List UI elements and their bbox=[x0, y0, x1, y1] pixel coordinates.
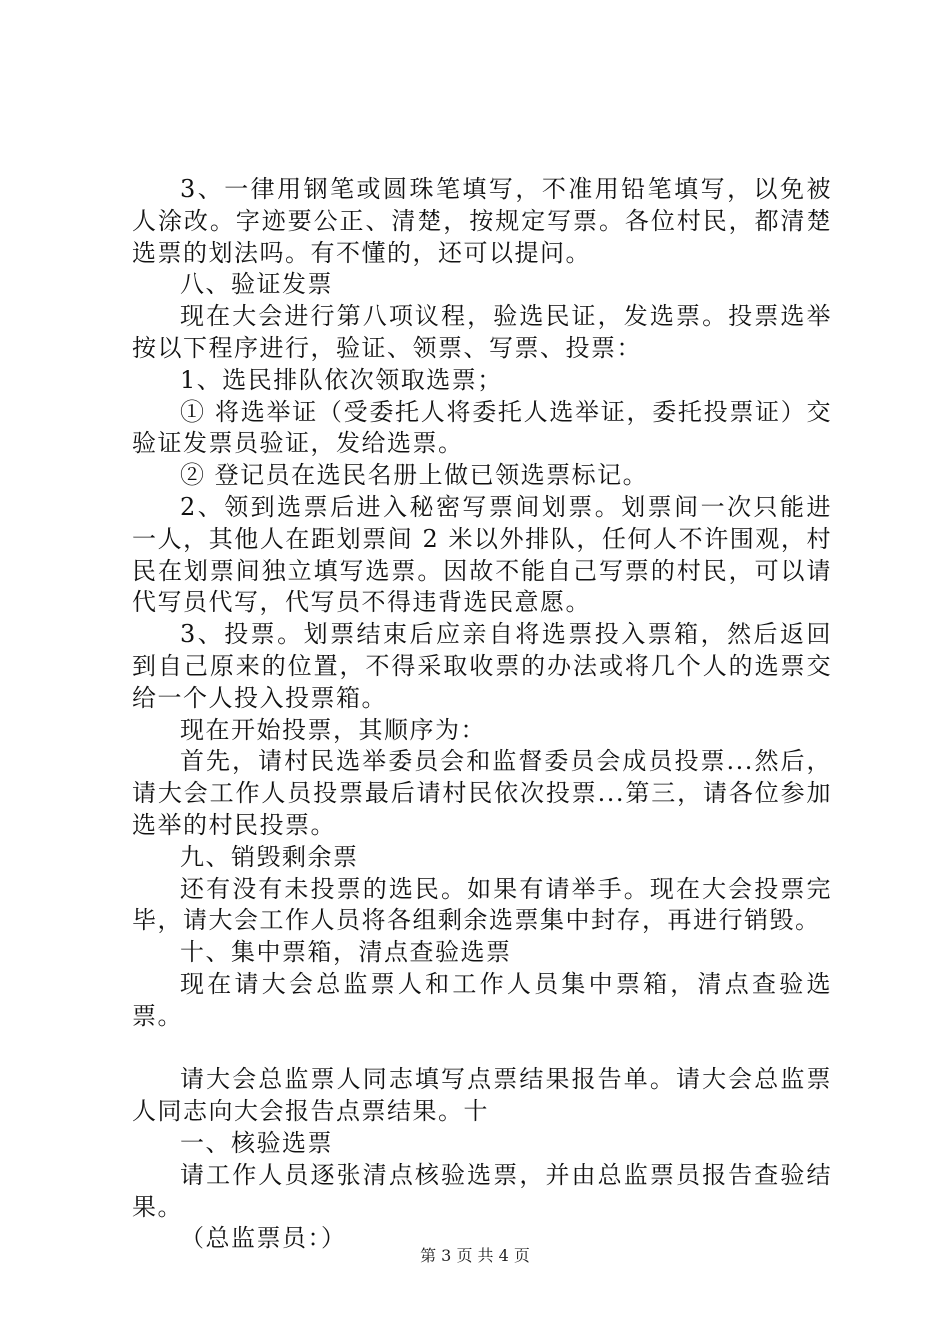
section-heading-8: 八、验证发票 bbox=[180, 270, 333, 299]
blank-line bbox=[132, 1033, 832, 1065]
paragraph-step-1-b: ② 登记员在选民名册上做已领选票标记。 bbox=[180, 461, 649, 490]
paragraph-remaining-ballots: 还有没有未投票的选民。如果有请举手。现在大会投票完毕，请大会工作人员将各组剩余选票集中封存，再进行销毁。 bbox=[132, 874, 832, 935]
paragraph-step-2: 2、领到选票后进入秘密写票间划票。划票间一次只能进一人，其他人在距划票间 2 米以外排队，任何人不许围观，村民在划票间独立填写选票。因故不能自己写票的村民，可以请代写员代写，代写员不得违背选民意愿。 bbox=[132, 492, 832, 617]
page-number-label: 第 3 页 共 4 页 bbox=[420, 1246, 530, 1265]
paragraph-chief-scrutineer: （总监票员：） bbox=[180, 1224, 347, 1253]
section-heading-9: 九、销毁剩余票 bbox=[180, 842, 359, 871]
paragraph-voting-order: 现在开始投票，其顺序为： bbox=[180, 715, 486, 744]
paragraph-voting-sequence: 首先，请村民选举委员会和监督委员会成员投票...然后，请大会工作人员投票最后请村民依次投票...第三，请各位参加选举的村民投票。 bbox=[132, 747, 832, 839]
paragraph-step-1-a: ① 将选举证（受委托人将委托人选举证，委托投票证）交验证发票员验证，发给选票。 bbox=[132, 397, 832, 458]
section-heading-11: 一、核验选票 bbox=[180, 1128, 333, 1157]
paragraph-step-1: 1、选民排队依次领取选票； bbox=[180, 365, 503, 394]
paragraph-collect-boxes: 现在请大会总监票人和工作人员集中票箱，清点查验选票。 bbox=[132, 969, 832, 1030]
document-body bbox=[132, 174, 832, 1255]
paragraph-count-report: 请大会总监票人同志填写点票结果报告单。请大会总监票人同志向大会报告点票结果。十 bbox=[132, 1065, 832, 1126]
paragraph-step-3: 3、投票。划票结束后应亲自将选票投入票箱，然后返回到自己原来的位置，不得采取收票的办法或将几个人的选票交给一个人投入投票箱。 bbox=[132, 620, 832, 712]
section-heading-10: 十、集中票箱，清点查验选票 bbox=[180, 938, 512, 967]
page-footer bbox=[0, 1243, 950, 1266]
paragraph-agenda-8: 现在大会进行第八项议程，验选民证，发选票。投票选举按以下程序进行，验证、领票、写票、投票： bbox=[132, 302, 832, 362]
paragraph-rule-3-pen: 3、一律用钢笔或圆珠笔填写，不准用铅笔填写，以免被人涂改。字迹要公正、清楚，按规定写票。各位村民，都清楚选票的划法吗。有不懂的，还可以提问。 bbox=[132, 175, 832, 267]
paragraph-verify-ballots: 请工作人员逐张清点核验选票，并由总监票员报告查验结果。 bbox=[132, 1160, 832, 1221]
